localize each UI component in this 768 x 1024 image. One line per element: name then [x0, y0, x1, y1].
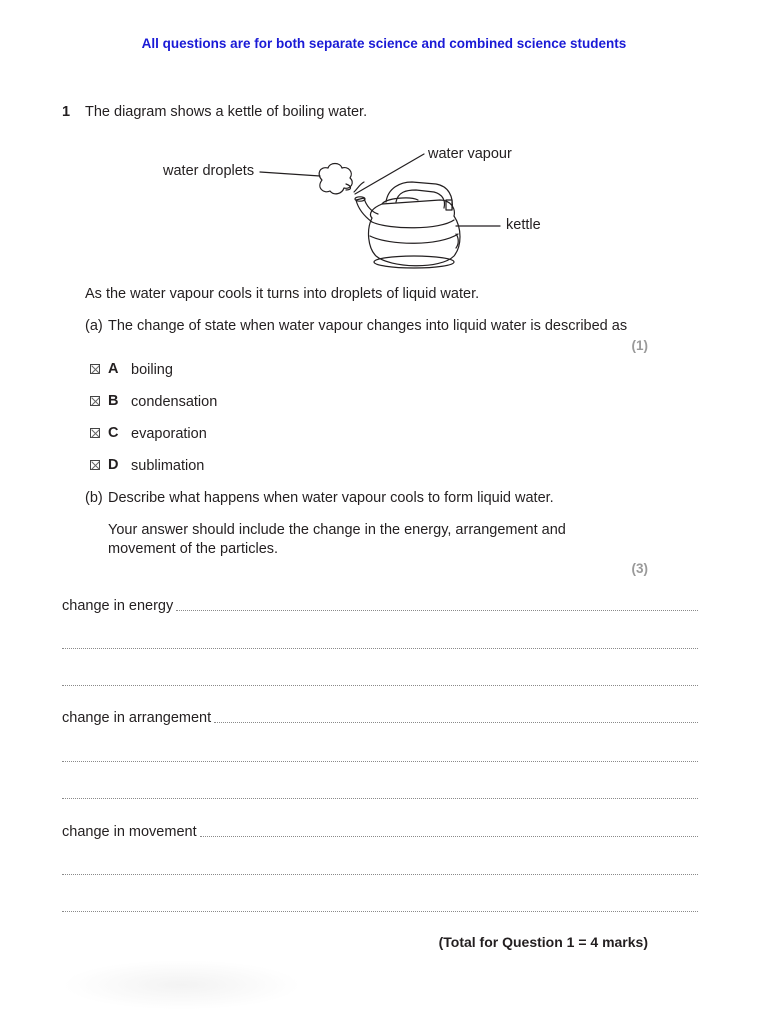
answer-label-movement: change in movement	[62, 824, 197, 840]
option-c-text: evaporation	[131, 426, 207, 442]
faint-smudge	[62, 960, 302, 1010]
part-b-marks: (3)	[631, 561, 648, 576]
part-a-text: The change of state when water vapour changes into liquid water is described as	[108, 318, 628, 334]
answer-line-energy-3[interactable]	[62, 685, 698, 686]
answer-line-arrangement-1[interactable]	[214, 722, 698, 723]
answer-line-arrangement-3[interactable]	[62, 798, 698, 799]
option-d-checkbox[interactable]	[90, 460, 100, 470]
part-a-marks: (1)	[631, 338, 648, 353]
label-water-droplets: water droplets	[163, 163, 255, 179]
label-water-vapour: water vapour	[428, 146, 512, 162]
option-a-text: boiling	[131, 362, 173, 378]
question-stem: The diagram shows a kettle of boiling water.	[85, 104, 368, 120]
answer-label-arrangement: change in arrangement	[62, 710, 212, 726]
kettle-diagram	[150, 138, 570, 273]
answer-label-energy: change in energy	[62, 598, 174, 614]
part-b-text: Describe what happens when water vapour cools to form liquid water.	[108, 490, 554, 506]
option-c-checkbox[interactable]	[90, 428, 100, 438]
answer-line-movement-1[interactable]	[200, 836, 698, 837]
kettle-illustration	[150, 138, 570, 273]
option-a-letter: A	[108, 361, 119, 377]
option-a-checkbox[interactable]	[90, 364, 100, 374]
answer-line-movement-3[interactable]	[62, 911, 698, 912]
total-marks: (Total for Question 1 = 4 marks)	[438, 934, 648, 950]
answer-line-energy-2[interactable]	[62, 648, 698, 649]
instructions-banner: All questions are for both separate science and combined science students	[141, 36, 627, 51]
part-b-instruction-line1: Your answer should include the change in the energy, arrangement and	[108, 522, 566, 538]
label-kettle: kettle	[506, 217, 541, 233]
option-c-letter: C	[108, 425, 119, 441]
option-b-letter: B	[108, 393, 119, 409]
option-d[interactable]	[85, 456, 385, 476]
part-a-label: (a)	[85, 318, 103, 334]
intro-text: As the water vapour cools it turns into droplets of liquid water.	[85, 286, 480, 302]
option-d-letter: D	[108, 457, 119, 473]
option-a[interactable]	[85, 360, 385, 380]
answer-line-energy-1[interactable]	[176, 610, 698, 611]
option-b-text: condensation	[131, 394, 218, 410]
multiple-choice-options	[85, 360, 385, 490]
part-b-label: (b)	[85, 490, 103, 506]
option-c[interactable]	[85, 424, 385, 444]
option-b[interactable]	[85, 392, 385, 412]
question-number: 1	[62, 104, 71, 120]
answer-line-movement-2[interactable]	[62, 874, 698, 875]
answer-line-arrangement-2[interactable]	[62, 761, 698, 762]
option-b-checkbox[interactable]	[90, 396, 100, 406]
part-b-instruction-line2: movement of the particles.	[108, 541, 279, 557]
option-d-text: sublimation	[131, 458, 205, 474]
